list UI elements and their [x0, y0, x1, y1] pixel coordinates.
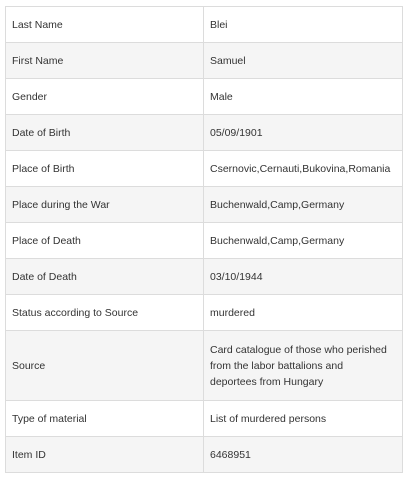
row-value: 6468951 [204, 437, 403, 473]
row-value: Buchenwald,Camp,Germany [204, 187, 403, 223]
row-label: Last Name [6, 7, 204, 43]
row-value: Blei [204, 7, 403, 43]
table-row [6, 7, 403, 43]
row-label: Date of Death [6, 259, 204, 295]
table-row [6, 401, 403, 437]
row-label: Place of Death [6, 223, 204, 259]
row-label: First Name [6, 43, 204, 79]
row-label: Item ID [6, 437, 204, 473]
table-row [6, 295, 403, 331]
row-value: 03/10/1944 [204, 259, 403, 295]
row-label: Source [6, 331, 204, 401]
table-row [6, 259, 403, 295]
table-row [6, 331, 403, 401]
table-row [6, 223, 403, 259]
table-row [6, 187, 403, 223]
table-row [6, 43, 403, 79]
row-value: murdered [204, 295, 403, 331]
source-value: Card catalogue of those who perished from the labor battalions and deportees from Hungary [210, 343, 387, 388]
row-value: Samuel [204, 43, 403, 79]
row-value: 05/09/1901 [204, 115, 403, 151]
record-details-table [5, 6, 403, 473]
row-label: Type of material [6, 401, 204, 437]
row-label: Place of Birth [6, 151, 204, 187]
row-label: Place during the War [6, 187, 204, 223]
row-value: List of murdered persons [204, 401, 403, 437]
table-row [6, 115, 403, 151]
row-value: Buchenwald,Camp,Germany [204, 223, 403, 259]
table-row [6, 151, 403, 187]
row-value [204, 331, 403, 401]
row-value: Male [204, 79, 403, 115]
row-label: Status according to Source [6, 295, 204, 331]
row-label: Date of Birth [6, 115, 204, 151]
row-label: Gender [6, 79, 204, 115]
table-row [6, 79, 403, 115]
row-value: Csernovic,Cernauti,Bukovina,Romania [204, 151, 403, 187]
table-row [6, 437, 403, 473]
